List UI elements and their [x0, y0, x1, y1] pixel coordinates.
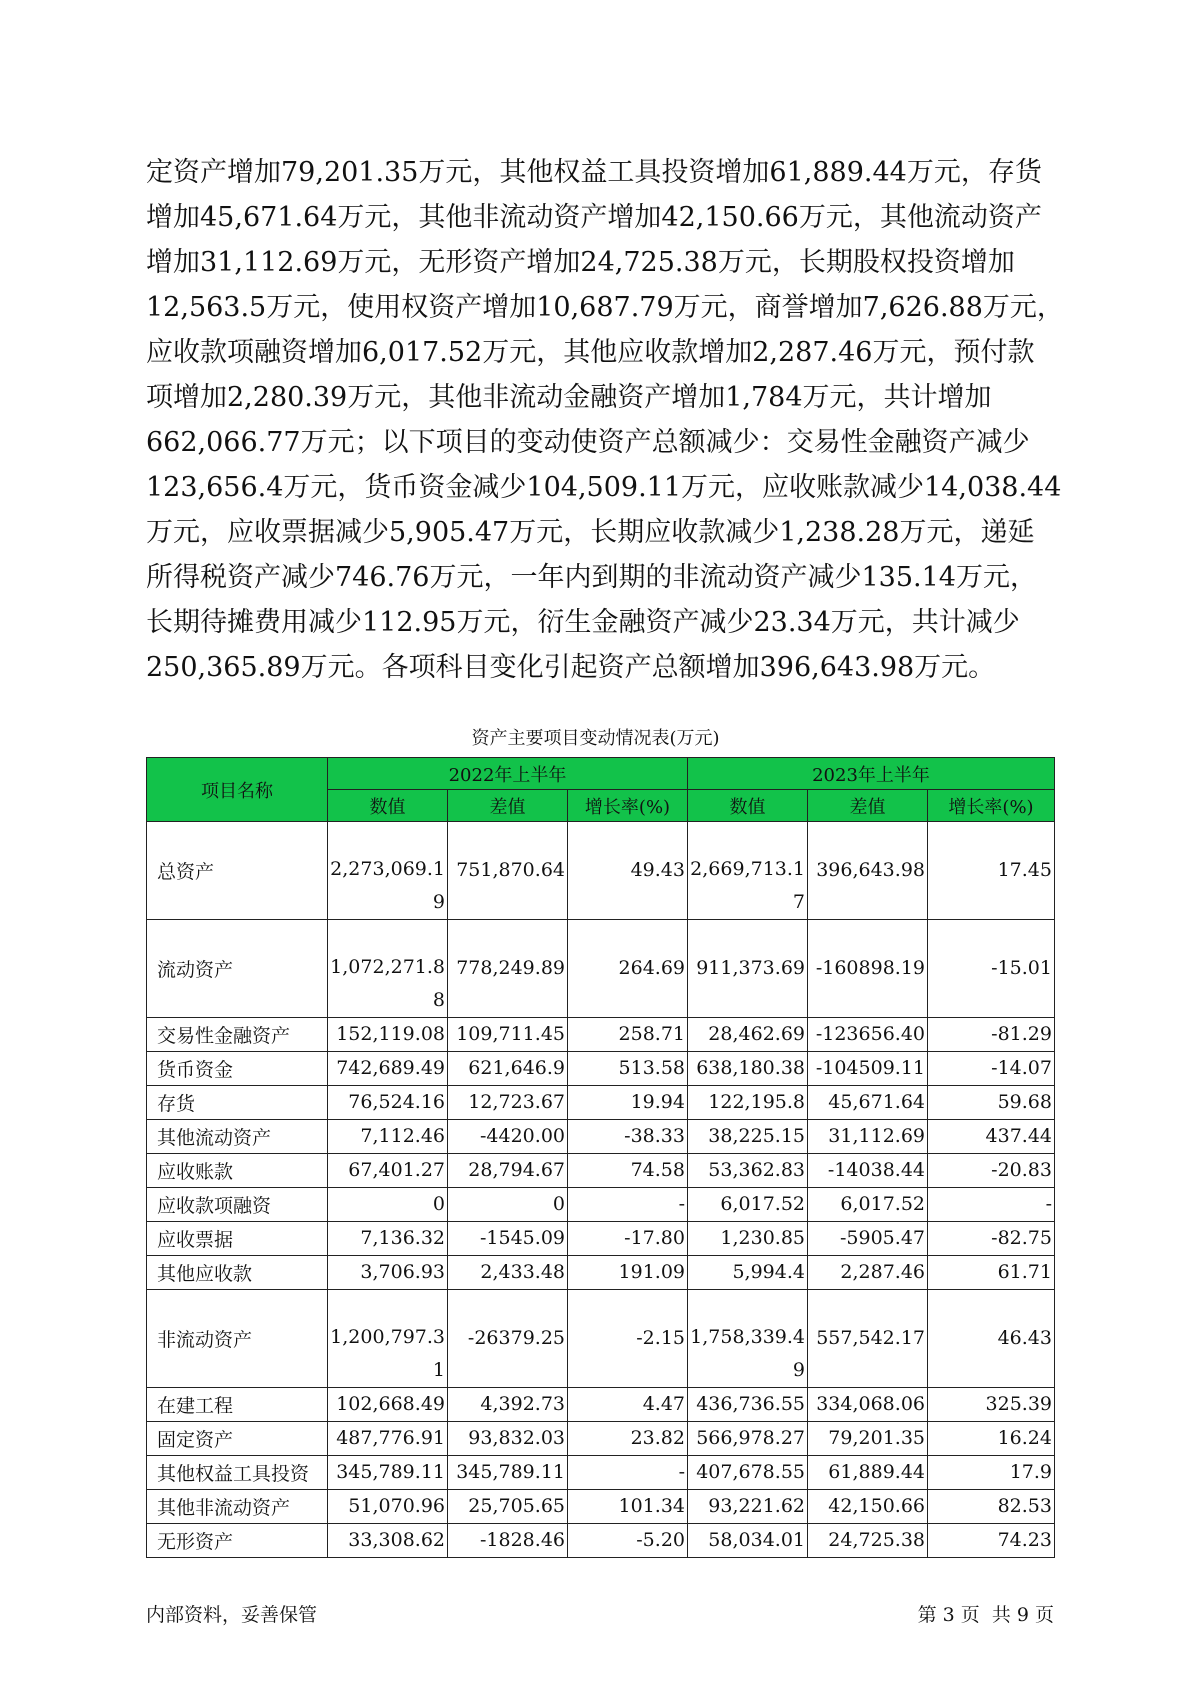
- cell-value-2022: 33,308.62: [328, 1524, 448, 1558]
- cell-diff-2023: 24,725.38: [808, 1524, 928, 1558]
- paragraph-line: 增加31,112.69万元，无形资产增加24,725.38万元，长期股权投资增加: [146, 247, 1015, 278]
- cell-diff-2022: 109,711.45: [448, 1018, 568, 1052]
- cell-growth-2023: -82.75: [928, 1222, 1055, 1256]
- cell-growth-2022: -: [568, 1456, 688, 1490]
- row-name: 交易性金融资产: [147, 1018, 328, 1052]
- cell-value-2022: 7,112.46: [328, 1120, 448, 1154]
- cell-diff-2023: 45,671.64: [808, 1086, 928, 1120]
- cell-growth-2023: 16.24: [928, 1422, 1055, 1456]
- row-name: 货币资金: [147, 1052, 328, 1086]
- footer-confidential-note: 内部资料，妥善保管: [146, 1604, 318, 1626]
- table-caption: 资产主要项目变动情况表(万元): [471, 728, 720, 749]
- cell-diff-2023: -14038.44: [808, 1154, 928, 1188]
- cell-diff-2023: 557,542.17: [808, 1290, 928, 1388]
- cell-diff-2022: 28,794.67: [448, 1154, 568, 1188]
- row-name: 固定资产: [147, 1422, 328, 1456]
- body-paragraph: [146, 150, 1066, 690]
- cell-value-2022: 1,072,271.88: [328, 920, 448, 1018]
- cell-growth-2023: 17.9: [928, 1456, 1055, 1490]
- table-row: [147, 1290, 1055, 1388]
- cell-growth-2023: -15.01: [928, 920, 1055, 1018]
- cell-growth-2023: 17.45: [928, 822, 1055, 920]
- table-row: [147, 920, 1055, 1018]
- cell-diff-2022: -26379.25: [448, 1290, 568, 1388]
- cell-value-2022: 345,789.11: [328, 1456, 448, 1490]
- cell-growth-2023: 74.23: [928, 1524, 1055, 1558]
- row-name: 应收账款: [147, 1154, 328, 1188]
- cell-diff-2023: 396,643.98: [808, 822, 928, 920]
- cell-diff-2023: -5905.47: [808, 1222, 928, 1256]
- table-row: [147, 1422, 1055, 1456]
- cell-growth-2023: 82.53: [928, 1490, 1055, 1524]
- cell-growth-2022: 23.82: [568, 1422, 688, 1456]
- cell-value-2022: 51,070.96: [328, 1490, 448, 1524]
- cell-value-2023: 93,221.62: [688, 1490, 808, 1524]
- header-growth-2023: 增长率(%): [928, 790, 1055, 822]
- table-row: [147, 1086, 1055, 1120]
- cell-diff-2022: -1545.09: [448, 1222, 568, 1256]
- cell-diff-2022: 778,249.89: [448, 920, 568, 1018]
- table-row: [147, 1456, 1055, 1490]
- cell-growth-2023: -: [928, 1188, 1055, 1222]
- row-name: 其他流动资产: [147, 1120, 328, 1154]
- cell-growth-2023: 46.43: [928, 1290, 1055, 1388]
- paragraph-line: 123,656.4万元，货币资金减少104,509.11万元，应收账款减少14,038.44: [146, 472, 1062, 503]
- cell-value-2023: 407,678.55: [688, 1456, 808, 1490]
- cell-value-2022: 67,401.27: [328, 1154, 448, 1188]
- header-diff-2023: 差值: [808, 790, 928, 822]
- cell-growth-2022: 49.43: [568, 822, 688, 920]
- cell-diff-2022: 751,870.64: [448, 822, 568, 920]
- row-name: 存货: [147, 1086, 328, 1120]
- row-name: 其他权益工具投资: [147, 1456, 328, 1490]
- cell-growth-2022: 4.47: [568, 1388, 688, 1422]
- table-row: [147, 822, 1055, 920]
- table-row: [147, 1222, 1055, 1256]
- paragraph-line: 应收款项融资增加6,017.52万元，其他应收款增加2,287.46万元，预付款: [146, 337, 1035, 368]
- cell-diff-2023: 2,287.46: [808, 1256, 928, 1290]
- cell-growth-2023: -81.29: [928, 1018, 1055, 1052]
- cell-value-2022: 152,119.08: [328, 1018, 448, 1052]
- cell-value-2022: 0: [328, 1188, 448, 1222]
- cell-value-2022: 7,136.32: [328, 1222, 448, 1256]
- header-value-2022: 数值: [328, 790, 448, 822]
- cell-diff-2023: 42,150.66: [808, 1490, 928, 1524]
- footer-page-number: 第 3 页 共 9 页: [917, 1604, 1054, 1626]
- cell-value-2022: 487,776.91: [328, 1422, 448, 1456]
- row-name: 其他非流动资产: [147, 1490, 328, 1524]
- header-period-2023: 2023年上半年: [688, 758, 1055, 790]
- cell-growth-2022: 101.34: [568, 1490, 688, 1524]
- cell-growth-2022: -: [568, 1188, 688, 1222]
- table-row: [147, 1256, 1055, 1290]
- cell-value-2022: 2,273,069.19: [328, 822, 448, 920]
- paragraph-line: 12,563.5万元，使用权资产增加10,687.79万元，商誉增加7,626.88万元，: [146, 292, 1064, 323]
- cell-diff-2023: 334,068.06: [808, 1388, 928, 1422]
- cell-growth-2023: 59.68: [928, 1086, 1055, 1120]
- cell-growth-2023: 437.44: [928, 1120, 1055, 1154]
- cell-value-2023: 1,230.85: [688, 1222, 808, 1256]
- cell-growth-2023: 325.39: [928, 1388, 1055, 1422]
- cell-value-2023: 38,225.15: [688, 1120, 808, 1154]
- cell-value-2022: 102,668.49: [328, 1388, 448, 1422]
- asset-change-table: [146, 757, 1055, 1558]
- table-row: [147, 1052, 1055, 1086]
- table-row: [147, 1120, 1055, 1154]
- cell-value-2023: 566,978.27: [688, 1422, 808, 1456]
- cell-value-2022: 742,689.49: [328, 1052, 448, 1086]
- cell-diff-2022: 4,392.73: [448, 1388, 568, 1422]
- table-row: [147, 1388, 1055, 1422]
- cell-diff-2023: 79,201.35: [808, 1422, 928, 1456]
- row-name: 无形资产: [147, 1524, 328, 1558]
- header-period-2022: 2022年上半年: [328, 758, 688, 790]
- table-row: [147, 1018, 1055, 1052]
- table-row: [147, 1524, 1055, 1558]
- cell-value-2022: 76,524.16: [328, 1086, 448, 1120]
- cell-diff-2023: 31,112.69: [808, 1120, 928, 1154]
- paragraph-line: 增加45,671.64万元，其他非流动资产增加42,150.66万元，其他流动资产: [146, 202, 1042, 233]
- cell-value-2023: 28,462.69: [688, 1018, 808, 1052]
- cell-growth-2022: -38.33: [568, 1120, 688, 1154]
- cell-value-2023: 436,736.55: [688, 1388, 808, 1422]
- cell-diff-2023: -123656.40: [808, 1018, 928, 1052]
- cell-growth-2023: 61.71: [928, 1256, 1055, 1290]
- cell-diff-2022: 0: [448, 1188, 568, 1222]
- cell-value-2023: 2,669,713.17: [688, 822, 808, 920]
- cell-value-2022: 3,706.93: [328, 1256, 448, 1290]
- cell-diff-2022: 345,789.11: [448, 1456, 568, 1490]
- row-name: 应收票据: [147, 1222, 328, 1256]
- row-name: 流动资产: [147, 920, 328, 1018]
- header-item-name: 项目名称: [147, 758, 328, 822]
- row-name: 其他应收款: [147, 1256, 328, 1290]
- cell-value-2023: 1,758,339.49: [688, 1290, 808, 1388]
- cell-value-2023: 911,373.69: [688, 920, 808, 1018]
- cell-diff-2022: 621,646.9: [448, 1052, 568, 1086]
- row-name: 非流动资产: [147, 1290, 328, 1388]
- cell-diff-2023: -160898.19: [808, 920, 928, 1018]
- cell-value-2023: 53,362.83: [688, 1154, 808, 1188]
- cell-growth-2023: -14.07: [928, 1052, 1055, 1086]
- row-name: 在建工程: [147, 1388, 328, 1422]
- cell-value-2023: 58,034.01: [688, 1524, 808, 1558]
- cell-growth-2022: 264.69: [568, 920, 688, 1018]
- cell-diff-2022: -1828.46: [448, 1524, 568, 1558]
- header-diff-2022: 差值: [448, 790, 568, 822]
- cell-diff-2022: -4420.00: [448, 1120, 568, 1154]
- paragraph-line: 长期待摊费用减少112.95万元，衍生金融资产减少23.34万元，共计减少: [146, 607, 1020, 638]
- table-row: [147, 1188, 1055, 1222]
- cell-growth-2022: 258.71: [568, 1018, 688, 1052]
- cell-value-2023: 638,180.38: [688, 1052, 808, 1086]
- header-value-2023: 数值: [688, 790, 808, 822]
- cell-diff-2023: 6,017.52: [808, 1188, 928, 1222]
- cell-value-2022: 1,200,797.31: [328, 1290, 448, 1388]
- cell-diff-2022: 12,723.67: [448, 1086, 568, 1120]
- cell-growth-2022: 513.58: [568, 1052, 688, 1086]
- cell-growth-2022: 19.94: [568, 1086, 688, 1120]
- cell-growth-2022: -17.80: [568, 1222, 688, 1256]
- cell-value-2023: 5,994.4: [688, 1256, 808, 1290]
- cell-value-2023: 6,017.52: [688, 1188, 808, 1222]
- table-row: [147, 1490, 1055, 1524]
- table-row: [147, 1154, 1055, 1188]
- cell-growth-2022: 74.58: [568, 1154, 688, 1188]
- paragraph-line: 万元，应收票据减少5,905.47万元，长期应收款减少1,238.28万元，递延: [146, 517, 1035, 548]
- row-name: 应收款项融资: [147, 1188, 328, 1222]
- paragraph-line: 项增加2,280.39万元，其他非流动金融资产增加1,784万元，共计增加: [146, 382, 992, 413]
- cell-value-2023: 122,195.8: [688, 1086, 808, 1120]
- header-growth-2022: 增长率(%): [568, 790, 688, 822]
- row-name: 总资产: [147, 822, 328, 920]
- cell-growth-2022: 191.09: [568, 1256, 688, 1290]
- paragraph-line: 定资产增加79,201.35万元，其他权益工具投资增加61,889.44万元，存货: [146, 157, 1042, 188]
- cell-diff-2023: 61,889.44: [808, 1456, 928, 1490]
- cell-diff-2022: 2,433.48: [448, 1256, 568, 1290]
- cell-diff-2022: 25,705.65: [448, 1490, 568, 1524]
- cell-growth-2022: -5.20: [568, 1524, 688, 1558]
- paragraph-line: 所得税资产减少746.76万元，一年内到期的非流动资产减少135.14万元，: [146, 562, 1037, 593]
- paragraph-line: 662,066.77万元；以下项目的变动使资产总额减少：交易性金融资产减少: [146, 427, 1030, 458]
- cell-growth-2022: -2.15: [568, 1290, 688, 1388]
- cell-diff-2023: -104509.11: [808, 1052, 928, 1086]
- cell-diff-2022: 93,832.03: [448, 1422, 568, 1456]
- paragraph-line: 250,365.89万元。各项科目变化引起资产总额增加396,643.98万元。: [146, 652, 996, 683]
- cell-growth-2023: -20.83: [928, 1154, 1055, 1188]
